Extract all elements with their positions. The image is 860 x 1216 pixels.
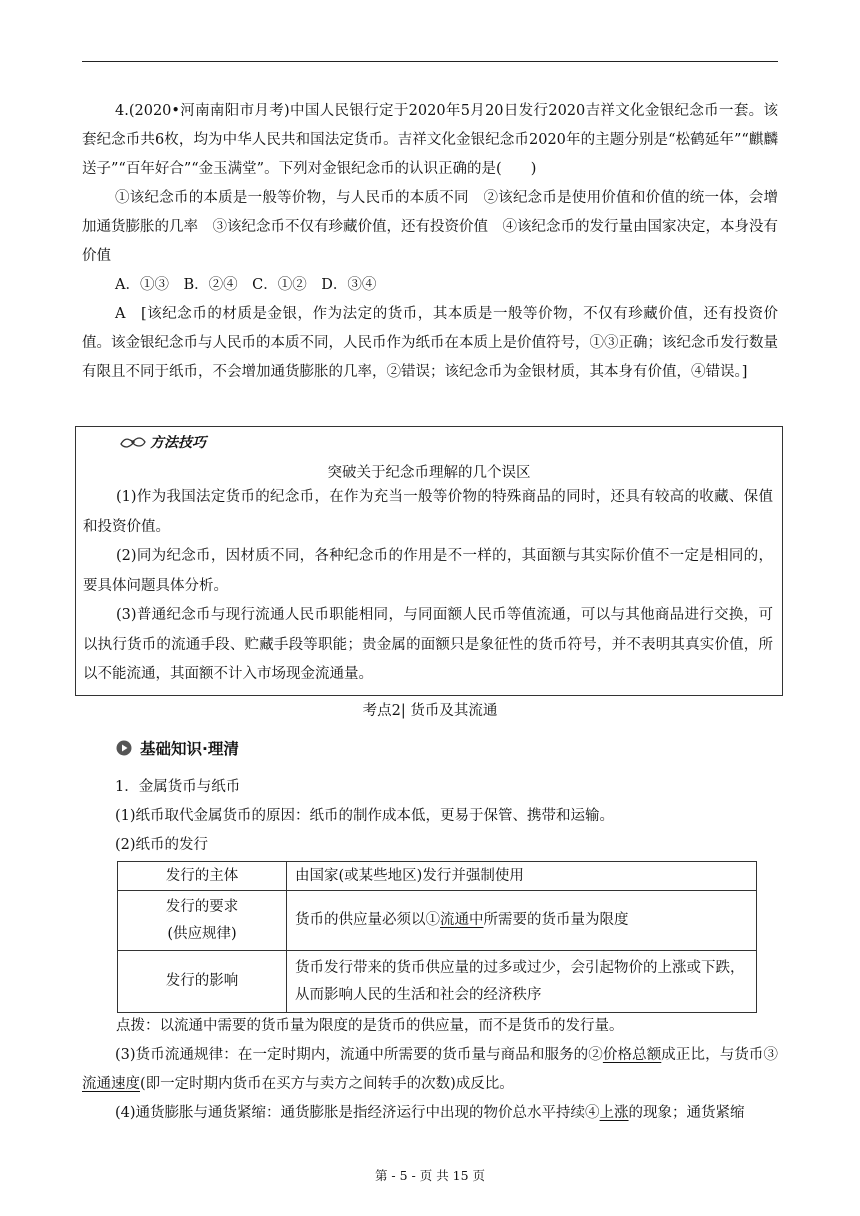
header-rule [82,61,778,62]
table-cell [287,891,757,951]
text-fragment: 货币的供应量必须以① [295,912,440,928]
content-p4 [82,1099,778,1128]
text-fragment: 所需要的货币量为限度 [483,912,629,928]
method-tips-box [75,426,783,696]
answer-blank: 价格总额 [602,1047,662,1063]
method-title: 突破关于纪念币理解的几个误区 [327,465,531,481]
content-p2: (2)纸币的发行 [115,837,209,853]
question-statements: ①该纪念币的本质是一般等价物，与人民币的本质不同 ②该纪念币是使用价值和价值的统一体，会增加通货膨胀的几率 ③该纪念币不仅有珍藏价值，还有投资价值 ④该纪念币的发行量由国家决定，本身没有价值 [82,190,778,264]
content-h1: 1．金属货币与纸币 [115,779,241,795]
method-header [120,432,206,452]
text-fragment: (4)通货膨胀与通货紧缩：通货膨胀是指经济运行中出现的物价总水平持续④ [115,1105,600,1121]
content-note: 点拨：以流通中需要的货币量为限度的是货币的供应量，而不是货币的发行量。 [116,1018,624,1034]
issue-table [117,861,757,1013]
kaodian-title: 考点2| 货币及其流通 [362,703,498,719]
table-head-line: (供应规律) [167,925,237,942]
content-p3 [82,1041,778,1099]
hands-icon [120,434,146,450]
table-cell: 发行的主体 [118,862,287,891]
section-heading [116,737,239,759]
content-p1: (1)纸币取代金属货币的原因：纸币的制作成本低，更易于保管、携带和运输。 [115,808,615,824]
text-fragment: (3)货币流通规律：在一定时期内，流通中所需要的货币量与商品和服务的② [115,1047,603,1063]
question-4 [82,97,778,387]
text-fragment: 的现象；通货紧缩 [628,1105,745,1121]
table-head-line: 发行的要求 [165,898,239,915]
table-row [118,951,757,1013]
method-header-label: 方法技巧 [150,435,206,451]
answer-blank: 上涨 [599,1105,629,1121]
section-title: 基础知识·理清 [140,740,239,758]
page-footer: 第 - 5 - 页 共 15 页 [374,1168,486,1183]
table-row [118,862,757,891]
answer-blank: 流通速度 [82,1076,140,1092]
content-part-1 [82,773,778,860]
table-row [118,891,757,951]
method-item-1: (1)作为我国法定货币的纪念币，在作为充当一般等价物的特殊商品的同时，还具有较高的收藏、保值和投资价值。 [83,489,773,535]
text-fragment: 成正比，与货币③ [661,1047,779,1063]
method-item-3: (3)普通纪念币与现行流通人民币职能相同，与同面额人民币等值流通，可以与其他商品进行交换，可以执行货币的流通手段、贮藏手段等职能；贵金属的面额只是象征性的货币符号，并不表明其真实价值，所以不能流通，其面额不计入市场现金流通量。 [83,607,773,682]
play-circle-icon [116,740,132,756]
method-body [83,483,773,690]
table-cell: 由国家(或某些地区)发行并强制使用 [287,862,757,891]
content-part-2 [82,1012,778,1128]
table-cell: 货币发行带来的货币供应量的过多或过少，会引起物价的上涨或下跌，从而影响人民的生活和社会的经济秩序 [287,951,757,1013]
answer-blank: 流通中 [440,912,484,928]
question-stem: 4.(2020•河南南阳市月考)中国人民银行定于2020年5月20日发行2020吉祥文化金银纪念币一套。该套纪念币共6枚，均为中华人民共和国法定货币。吉祥文化金银纪念币2020年的主题分别是“松鹤延年”“麒麟送子”“百年好合”“金玉满堂”。下列对金银纪念币的认识正确的是( ) [82,103,778,177]
method-item-2: (2)同为纪念币，因材质不同，各种纪念币的作用是不一样的，其面额与其实际价值不一定是相同的，要具体问题具体分析。 [83,548,773,594]
table-cell: 发行的影响 [118,951,287,1013]
question-answer: A [该纪念币的材质是金银，作为法定的货币，其本质是一般等价物，不仅有珍藏价值，还有投资价值。该金银纪念币与人民币的本质不同，人民币作为纸币在本质上是价值符号，①③正确；该纪念币发行数量有限且不同于纸币，不会增加通货膨胀的几率，②错误；该纪念币为金银材质，其本身有价值，④错误。] [82,306,778,380]
question-options: A．①③ B．②④ C．①② D．③④ [115,277,377,293]
text-fragment: (即一定时期内货币在买方与卖方之间转手的次数)成反比。 [140,1076,514,1092]
table-cell [118,891,287,951]
